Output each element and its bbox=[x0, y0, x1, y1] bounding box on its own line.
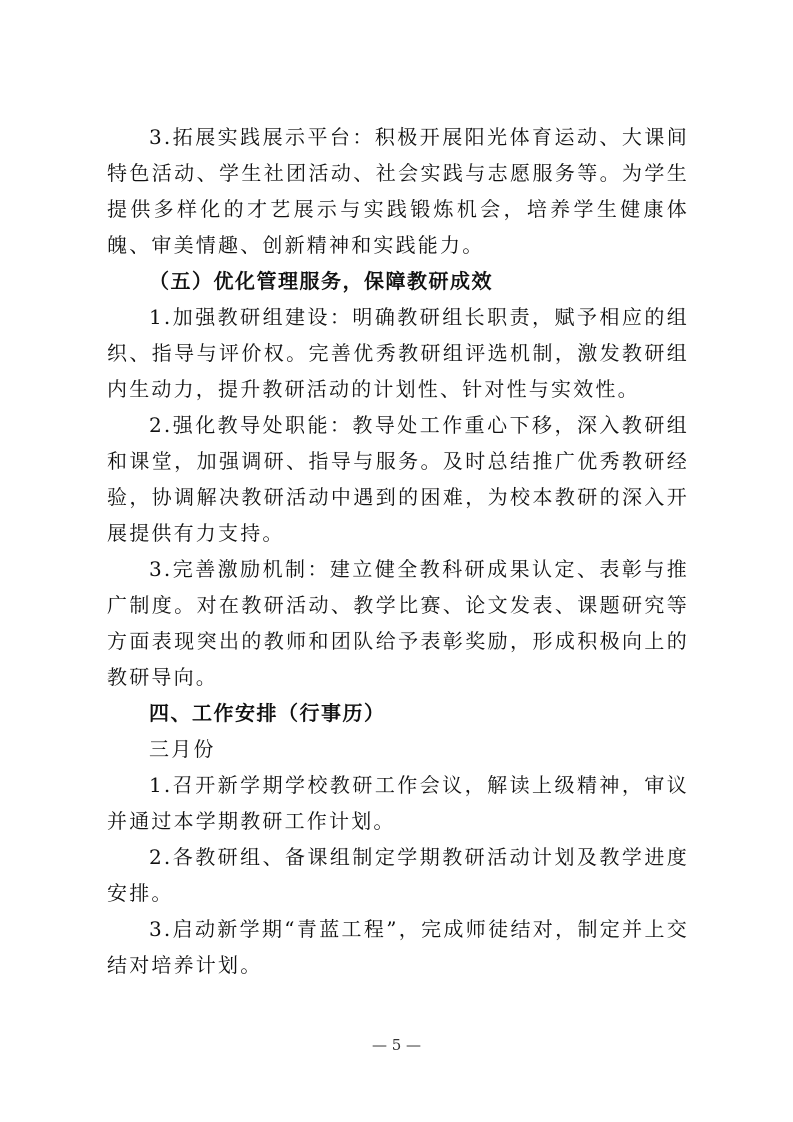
month-label-march: 三月份 bbox=[149, 737, 216, 761]
schedule-item-2: 2.各教研组、备课组制定学期教研活动计划及教学进度安排。 bbox=[107, 845, 689, 905]
paragraph-academic-office: 2.强化教导处职能：教导处工作重心下移，深入教研组和课堂，加强调研、指导与服务。及时总结推广优秀教研经验，协调解决教研活动中遇到的困难，为校本教研的深入开展提供有力支持。 bbox=[107, 413, 689, 545]
section-heading-management: （五）优化管理服务，保障教研成效 bbox=[149, 269, 493, 293]
paragraph-teaching-group: 1.加强教研组建设：明确教研组长职责，赋予相应的组织、指导与评价权。完善优秀教研组评选机制，激发教研组内生动力，提升教研活动的计划性、针对性与实效性。 bbox=[107, 305, 689, 401]
schedule-item-1: 1.召开新学期学校教研工作会议，解读上级精神，审议并通过本学期教研工作计划。 bbox=[107, 773, 689, 833]
paragraph-practice-platform: 3.拓展实践展示平台：积极开展阳光体育运动、大课间特色活动、学生社团活动、社会实践与志愿服务等。为学生提供多样化的才艺展示与实践锻炼机会，培养学生健康体魄、审美情趣、创新精神和实践能力。 bbox=[107, 125, 689, 257]
schedule-item-3: 3.启动新学期“青蓝工程”，完成师徒结对，制定并上交结对培养计划。 bbox=[107, 917, 689, 977]
page-number: — 5 — bbox=[371, 1036, 422, 1054]
section-heading-schedule: 四、工作安排（行事历） bbox=[149, 701, 386, 725]
paragraph-incentive: 3.完善激励机制：建立健全教科研成果认定、表彰与推广制度。对在教研活动、教学比赛、论文发表、课题研究等方面表现突出的教师和团队给予表彰奖励，形成积极向上的教研导向。 bbox=[107, 557, 689, 689]
document-body bbox=[107, 119, 689, 983]
